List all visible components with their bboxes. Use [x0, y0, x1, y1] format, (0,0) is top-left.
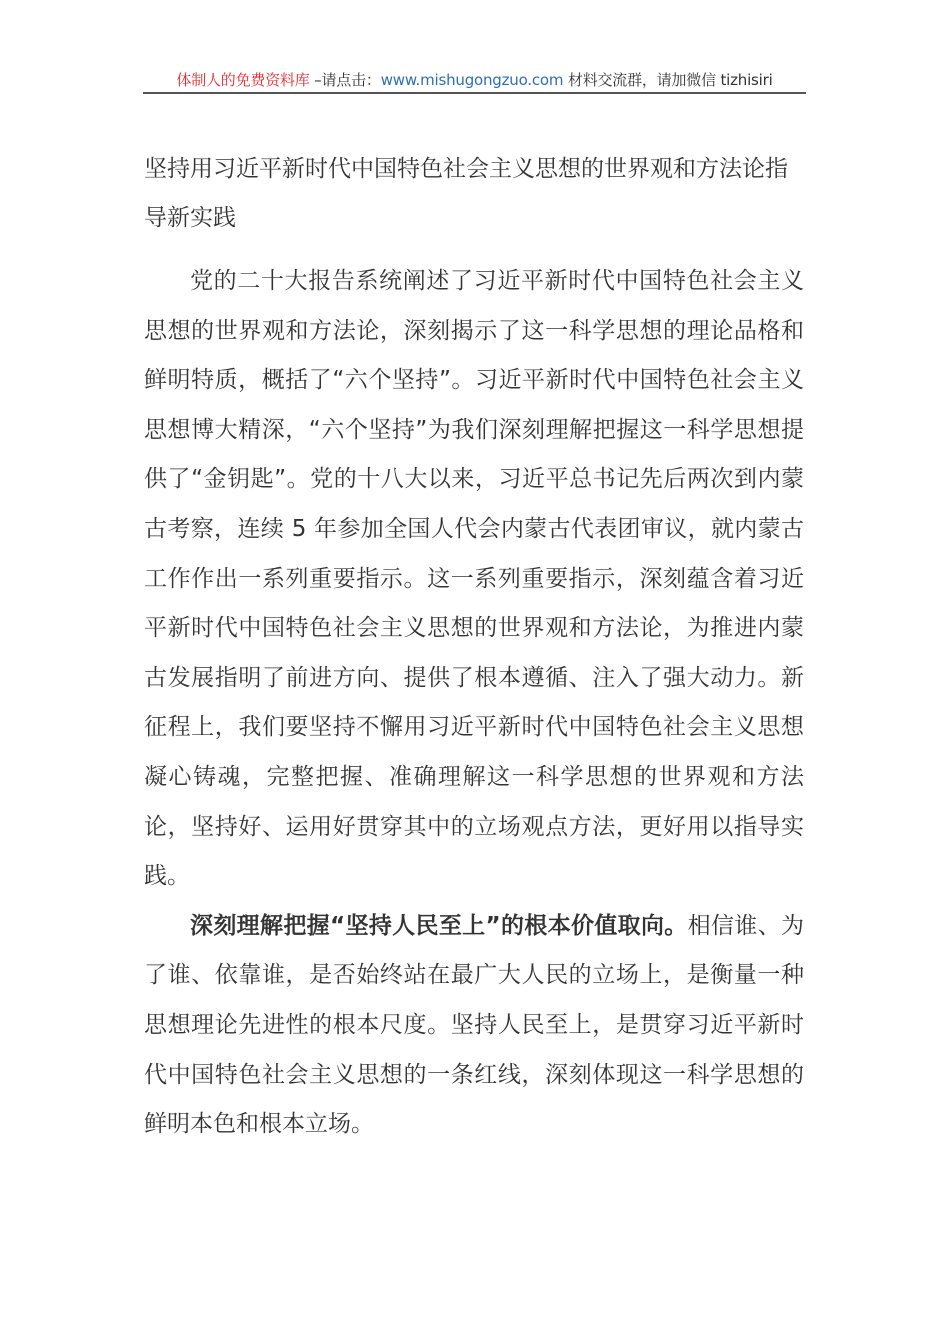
- document-body: [144, 145, 804, 1150]
- header-prompt: –请点击：: [309, 71, 381, 89]
- paragraph-people-first: [144, 902, 804, 1150]
- header-wechat-note: 材料交流群，请加微信 tizhisiri: [563, 71, 773, 89]
- paragraph-lead-heading: 深刻理解把握“坚持人民至上”的根本价值取向。: [190, 912, 688, 939]
- paragraph-text: 相信谁、为了谁、依靠谁，是否始终站在最广大人民的立场上，是衡量一种思想理论先进性的根本尺度。坚持人民至上，是贯穿习近平新时代中国特色社会主义思想的一条红线，深刻体现这一科学思想的鲜明本色和根本立场。: [144, 912, 805, 1138]
- document-title: 坚持用习近平新时代中国特色社会主义思想的世界观和方法论指导新实践: [144, 156, 788, 231]
- header-brand: 体制人的免费资料库: [176, 71, 310, 89]
- header-website-link[interactable]: www.mishugongzuo.com: [380, 71, 564, 89]
- paragraph-intro: [144, 257, 804, 902]
- paragraph-text: 党的二十大报告系统阐述了习近平新时代中国特色社会主义思想的世界观和方法论，深刻揭示了这一科学思想的理论品格和鲜明特质，概括了“六个坚持”。习近平新时代中国特色社会主义思想博大精深，“六个坚持”为我们深刻理解把握这一科学思想提供了“金钥匙”。党的十八大以来，习近平总书记先后两次到内蒙古考察，连续 5 年参加全国人代会内蒙古代表团审议，就内蒙古工作作出一系列重要指示。这一系列重要指示，深刻蕴含着习近平新时代中国特色社会主义思想的世界观和方法论，为推进内蒙古发展指明了前进方向、提供了根本遵循、注入了强大动力。新征程上，我们要坚持不懈用习近平新时代中国特色社会主义思想凝心铸魂，完整把握、准确理解这一科学思想的世界观和方法论，坚持好、运用好贯穿其中的立场观点方法，更好用以指导实践。: [144, 268, 804, 890]
- page-header: [143, 68, 806, 94]
